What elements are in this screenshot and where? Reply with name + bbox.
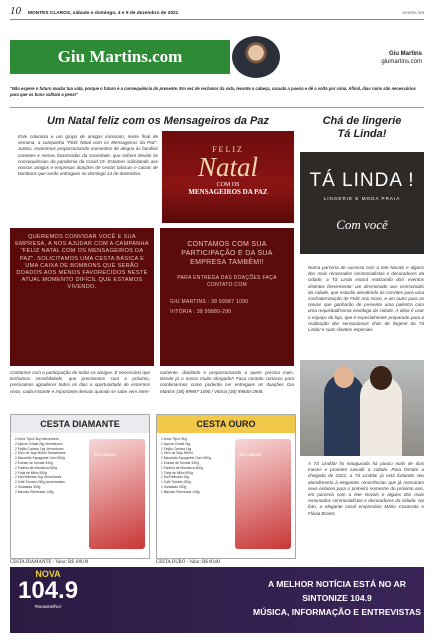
author-photo	[232, 36, 280, 78]
article1-title: Um Natal feliz com os Mensageiros da Paz	[47, 115, 269, 127]
list-item: 2 Sal Refinado 1kg Vencedores	[15, 475, 62, 480]
list-item: 2 Óleo de Soja 900ml Tauaveriane	[15, 451, 66, 456]
list-item: 2 Café Torrado 250g Aconestrales	[15, 480, 65, 485]
list-item: 2 Açúcar Cristal 2kg Vencedores	[15, 441, 63, 446]
list-item: 2 Goiabada 300g	[15, 484, 41, 489]
radio-tag: #tonamelhor	[34, 605, 62, 610]
brand-label: Vencedores	[93, 453, 116, 458]
feliz-natal-image	[162, 131, 294, 223]
article2-text1: Numa parceria de sucesso com a Iete Novais e alguns dos mais renomados cerimonialistas e decoradores da cidade, a Tá Linda estará realizando dois eventos distintos brevemente: um direcionado aos cerimonialis da cidade, que estarão atendendo às convites para uma confraternização de Feliz Ano Novo, e um outro para as noivas que ganharão de presente uma palestra com uma requisitadíssima sexóloga da cidade. A ideia é usar o espaço da loja, que é especialmente preparado para a realização dos sensacionais chás de lingerie da Tá Linda! e suas clientes especiais.	[308, 265, 424, 333]
talinda-script: Com você	[336, 217, 388, 232]
basket-image	[89, 439, 145, 549]
couple-photo	[300, 360, 424, 456]
list-item: 2 Extrato de Tomate 340g	[15, 460, 53, 465]
radio-line1: A MELHOR NOTÍCIA ESTÁ NO AR	[268, 579, 406, 589]
list-item: 1 Macarrão Espaguete Ouro 500g	[161, 456, 211, 461]
list-item: 2 Feijão Carioca 1kg Vencedores	[15, 446, 64, 451]
woman-figure	[360, 376, 402, 456]
page-header	[10, 5, 424, 20]
article1-intro: Este colunista e um grupo de amigos iniciaram, neste final de semana, a campanha "Feliz Natal com os Mensageiros da Paz". Juntos, estaremos proporcionando momentos de alegria às famílias carentes e menos favorecidas da sociedade, que sofrem devido às consequências da pandemia da Covid-19. Estamos solicitando aos nossos amigos e empresas doações de cestas básicas e caixas de bombons que serão entregues no domingo 14 de dezembro.	[18, 134, 158, 177]
radio-logo	[18, 569, 78, 631]
list-item: 1 Arroz Tipo1 5kg	[161, 437, 187, 441]
list-item: 2 Macarrão Espaguete Ouro 500g	[15, 456, 65, 461]
radio-line3: MÚSICA, INFORMAÇÃO E ENTREVISTAS	[253, 607, 421, 617]
contact-card-main: CONTAMOS COM SUA PARTICIPAÇÃO E DA SUA EMPRESA TAMBÉM!!	[181, 241, 273, 266]
article1-body-right: samente, dividindo e proporcionando a quem precisa mais. Desde já o nosso muito obrigado!! Faça contato conosco para combinarmos como poderão ser entregues as doações Giu Martins (38) 99987-1090 / Vitória (38) 99840-2908.	[160, 370, 294, 394]
basket-image	[235, 439, 291, 549]
offer-diamante	[10, 414, 150, 559]
contact-phone-2: VITÓRIA : 38 99880-290	[170, 308, 232, 315]
offer-ouro-caption: CESTA OURO - Valor: R$ 60,00	[156, 560, 220, 565]
list-item: 1 Café Torrado 250g	[161, 480, 191, 485]
column-banner	[10, 40, 424, 74]
offer-diamante-caption: CESTA DIAMANTE - Valor: R$ 180,00	[10, 560, 89, 565]
list-item: 1 Goiabada 300g	[161, 484, 187, 489]
radio-ad	[10, 567, 424, 633]
article1-body-left: Contamos com a participação de todos os amigos. É necessário que tenhamos sensibilidade, que precisemos com o próximo, precisamos agradecer todos os dias a oportunidade de estarmos vivos, cada instante é importante demais quando se sabe vem inten-	[10, 370, 150, 394]
offer-diamante-list	[15, 437, 91, 495]
feliz-word: FELIZ	[212, 145, 244, 154]
radio-message	[240, 577, 432, 619]
list-item: 1 Óleo de Soja 900ml	[161, 451, 193, 456]
list-item: 1 Feijão Carioca 1kg	[161, 446, 192, 451]
divider	[10, 107, 424, 108]
list-item: 1 Extrato de Tomate 340g	[161, 460, 199, 465]
list-item: 2 Farinha de Mandioca 500g	[15, 465, 57, 470]
offer-ouro-title: CESTA OURO	[157, 415, 295, 433]
radio-freq: 104.9	[18, 577, 79, 604]
author-name: Giu Martins	[388, 51, 422, 57]
man-figure	[324, 374, 364, 456]
radio-line2: SINTONIZE 104.9	[302, 593, 372, 603]
column-title: Giu Martins.com	[10, 40, 230, 74]
com-os-word: COM OS	[216, 182, 240, 188]
list-item: 1 Farinha de Mandioca 500g	[161, 465, 203, 470]
opening-quote: "Não espere o futuro mudar tua vida, porque o futuro é a consequência do presente. Em vez de reclamar da vida, levante a cabeça, sacuda a poeira e dê a volta por cima. Afinal, dias ruins são necessários para que os bons valham a pena!"	[10, 86, 416, 97]
offer-diamante-title: CESTA DIAMANTE	[11, 415, 149, 433]
talinda-sub: LINGERIE E MODA PRAIA	[323, 196, 401, 201]
talinda-logo: TÁ LINDA !	[309, 170, 415, 191]
natal-word: Natal	[197, 152, 258, 182]
brand-label: Vencedores	[239, 453, 262, 458]
contact-card-sub: PARA ENTREGA DAS DOAÇÕES FAÇA CONTATO.COM	[177, 275, 277, 289]
author-site[interactable]: giumartins.com	[381, 59, 422, 65]
list-item: 2 Biscoito Recheado 140g	[15, 489, 54, 494]
contact-phone-1: GIU MARTINS : 38 99987 1090	[170, 299, 249, 306]
offer-ouro	[156, 414, 296, 559]
site-link[interactable]: onorte.net	[402, 11, 424, 16]
list-item: 2 Arroz Tipo1 5kg Vencedores	[15, 437, 59, 441]
article2-text2: A Tá Lindda! foi inaugurada há pouco mais de dois meses e promete sacudir a cidade. Para brindar a chegada de 2022, a Tá Lindda! já está lixitando seu atendimento à elegantes recorrências que já marcaram seus enlaces para o primeiro semestre do próximo ano, em parceria com a Iete Novais e alguns dos mais renomados cerimonialistas e decoradores da cidade. Na foto, a elegante casal empresário Mário Coxassito e Flávia Brants.	[308, 461, 424, 516]
article2-title	[300, 115, 424, 141]
edition-date: MONTES CLAROS, sábado e domingo, 4 e 5 de dezembro de 2021	[28, 11, 179, 16]
invite-card: QUEREMOS CONVIDAR VOCÊ E SUA EMPRESA, A NOS AJUDAR COM A CAMPANHA "FELIZ NATAL COM OS MENSAGEIROS DA PAZ". SOLICITAMOS UMA CESTA BÁSICA E UMA CAIXA DE BOMBONS QUE SERÃO DOADOS AOS MENOS FAVORECIDOS NESTE ATUAL MOMENTO DIFÍCIL QUE ESTAMOS VIVENDO.	[10, 228, 154, 366]
list-item: 1 Sal Refinado 1kg	[161, 475, 189, 480]
mensageiros-word: MENSAGEIROS DA PAZ	[188, 188, 268, 196]
list-item: 1 Biscoito Recheado 140g	[161, 489, 200, 494]
contact-card	[160, 228, 294, 366]
list-item: 1 Açúcar Cristal 2kg	[161, 441, 191, 446]
list-item: 1 Fubá de Milho 500g	[161, 470, 193, 475]
offer-ouro-list	[161, 437, 237, 495]
article2-title-line2: Tá Linda!	[337, 128, 387, 140]
talinda-logo-image	[300, 152, 424, 254]
article2-title-line1: Chá de lingerie	[322, 115, 402, 127]
page-number: 10	[10, 5, 21, 17]
radio-nova: NOVA	[35, 569, 61, 579]
author-credit	[381, 50, 422, 66]
list-item: 2 Fubá de Milho 500g	[15, 470, 47, 475]
